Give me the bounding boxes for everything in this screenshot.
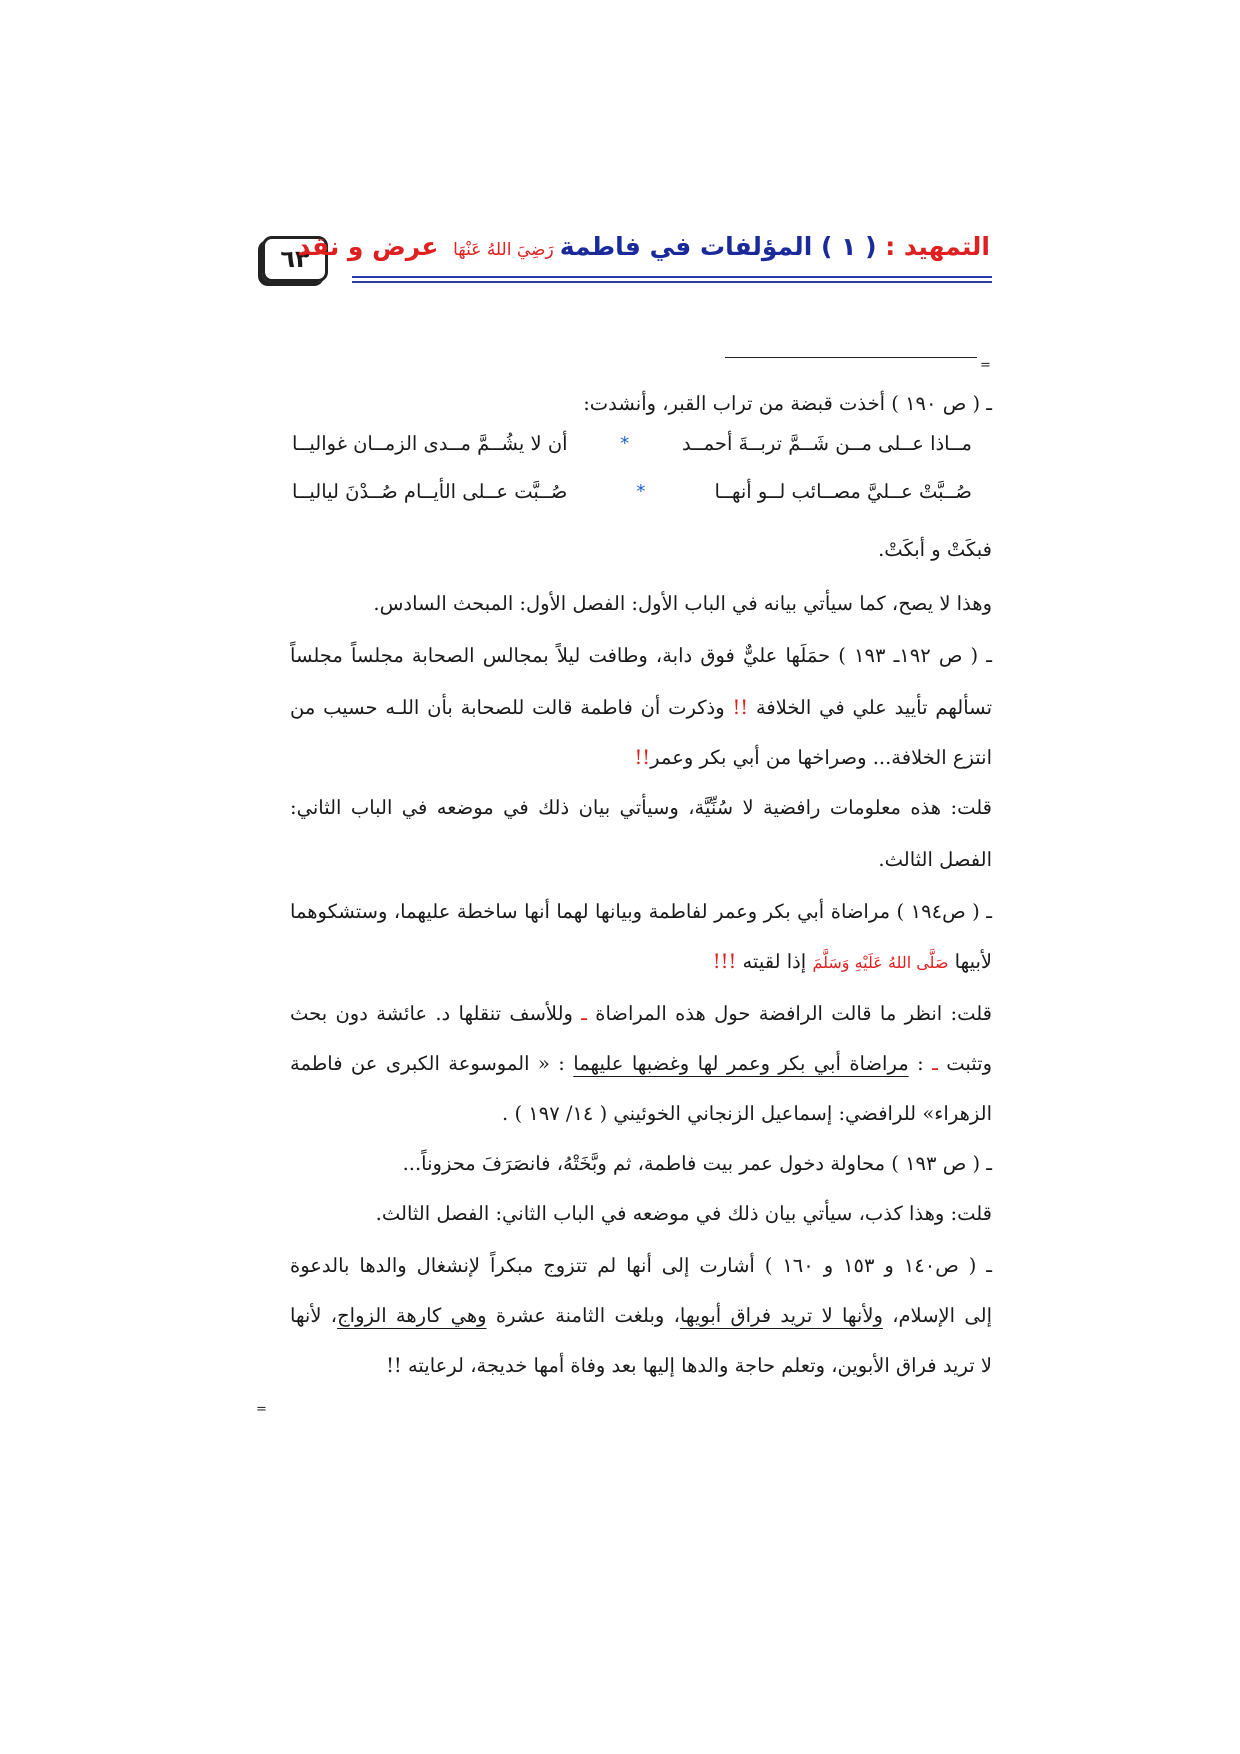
header-rule bbox=[352, 281, 992, 283]
text-run: إلى الإسلام، bbox=[882, 1304, 992, 1327]
header-rule bbox=[352, 276, 992, 278]
footnote-separator bbox=[725, 357, 977, 358]
exclamation-mark: !! bbox=[634, 746, 651, 769]
underlined-phrase: ولأنها لا تريد فراق أبويها bbox=[679, 1304, 883, 1327]
text-line: لا تريد فراق الأبوين، وتعلم حاجة والدها إليها بعد وفاة أمها خديجة، لرعايته !! bbox=[386, 1354, 992, 1377]
text-run: : « الموسوعة الكبرى عن فاطمة bbox=[290, 1052, 574, 1075]
footnote-body bbox=[290, 382, 992, 1412]
verse-separator-star: * bbox=[636, 481, 646, 502]
text-line bbox=[290, 1294, 992, 1338]
dash-mark: ـ bbox=[932, 1052, 938, 1075]
text-line: الفصل الثالث. bbox=[878, 848, 992, 871]
verse-line bbox=[292, 470, 992, 514]
underlined-phrase: وهي كارهة الزواج bbox=[337, 1304, 487, 1327]
text-run: قلت: انظر ما قالت الرافضة حول هذه المراضاة bbox=[586, 1002, 993, 1025]
footnote-continuation-mark: = bbox=[980, 358, 991, 373]
text-line: ـ ( ص ١٩٠ ) أخذت قبضة من تراب القبر، وأنشدت: bbox=[583, 392, 992, 415]
dash-mark: ـ bbox=[581, 1002, 587, 1025]
verse-separator-star: * bbox=[620, 433, 630, 454]
header-title-part2: ( ١ ) المؤلفات في فاطمة bbox=[559, 232, 877, 261]
header-title-part1: التمهيد : bbox=[876, 232, 990, 261]
text-line bbox=[290, 992, 992, 1036]
text-run: تسألهم تأييد علي في الخلافة bbox=[748, 696, 992, 719]
running-header bbox=[297, 232, 990, 261]
footnote-continuation-mark: = bbox=[256, 1402, 267, 1417]
text-line bbox=[290, 940, 992, 984]
text-run: انتزع الخلافة... وصراخها من أبي بكر وعمر bbox=[650, 746, 992, 769]
honorific-glyph: رَضِيَ اللهُ عَنْهَا bbox=[453, 240, 554, 260]
verse-hemistich: صُــبَّتْ عــليَّ مصــائب لــو أنهــا bbox=[714, 480, 972, 503]
verse-hemistich: صُــبَّت عــلى الأيــام صُــدْنَ لياليــا bbox=[292, 480, 568, 503]
text-run: وذكرت أن فاطمة قالت للصحابة بأن اللـه حسيب من bbox=[290, 696, 733, 719]
text-line: ـ ( ص١٤٠ و ١٥٣ و ١٦٠ ) أشارت إلى أنها لم تتزوج مبكراً لإنشغال والدها بالدعوة bbox=[290, 1254, 992, 1277]
text-run: وتثبت bbox=[937, 1052, 992, 1075]
underlined-phrase: مراضاة أبي بكر وعمر لها وغضبها عليهما bbox=[573, 1052, 909, 1075]
exclamation-mark: !! bbox=[732, 696, 749, 719]
verse-line bbox=[292, 422, 992, 466]
text-run: ، لأنها bbox=[290, 1304, 338, 1327]
text-line: ـ ( ص ١٩٢ـ ١٩٣ ) حمَلَها عليٌّ فوق دابة، وطافت ليلاً بمجالس الصحابة مجلساً مجلساً bbox=[290, 644, 992, 667]
text-line: ـ ( ص١٩٤ ) مراضاة أبي بكر وعمر لفاطمة وبيانها لهما أنها ساخطة عليهما، وستشكوهما bbox=[290, 900, 992, 923]
text-line: فبكَتْ و أبكَتْ. bbox=[878, 538, 992, 561]
text-line: قلت: وهذا كذب، سيأتي بيان ذلك في موضعه في الباب الثاني: الفصل الثالث. bbox=[375, 1202, 992, 1225]
exclamation-mark: !!! bbox=[712, 950, 737, 973]
text-run: لأبيها bbox=[948, 950, 992, 973]
verse-hemistich: أن لا يشُــمَّ مــدى الزمــان غواليــا bbox=[292, 432, 568, 455]
text-line bbox=[290, 686, 992, 730]
text-line: ـ ( ص ١٩٣ ) محاولة دخول عمر بيت فاطمة، ثم وبَّخَتْهُ، فانصَرَفَ محزوناً... bbox=[402, 1152, 992, 1175]
text-line: وهذا لا يصح، كما سيأتي بيانه في الباب الأول: الفصل الأول: المبحث السادس. bbox=[373, 592, 992, 615]
text-run: وللأسف تنقلها د. عائشة دون بحث bbox=[290, 1002, 582, 1025]
header-title-part3: عرض و نقد bbox=[297, 232, 448, 261]
text-line bbox=[290, 1042, 992, 1086]
text-line bbox=[290, 736, 992, 780]
text-line: الزهراء» للرافضي: إسماعيل الزنجاني الخوئيني ( ١٤/ ١٩٧ ) . bbox=[502, 1102, 992, 1125]
text-run: : bbox=[908, 1052, 933, 1075]
salawat-glyph: صَلَّى اللهُ عَلَيْهِ وَسَلَّمَ bbox=[812, 953, 949, 972]
page-number-text: ٦٣ bbox=[280, 245, 310, 273]
text-run: ، وبلغت الثامنة عشرة bbox=[486, 1304, 680, 1327]
verse-hemistich: مــاذا عــلى مــن شَــمَّ تربــةَ أحمــد bbox=[681, 432, 972, 455]
text-line: قلت: هذه معلومات رافضية لا سُنِّيَّة، وسيأتي بيان ذلك في موضعه في الباب الثاني: bbox=[290, 796, 992, 819]
text-run: إذا لقيته bbox=[736, 950, 813, 973]
